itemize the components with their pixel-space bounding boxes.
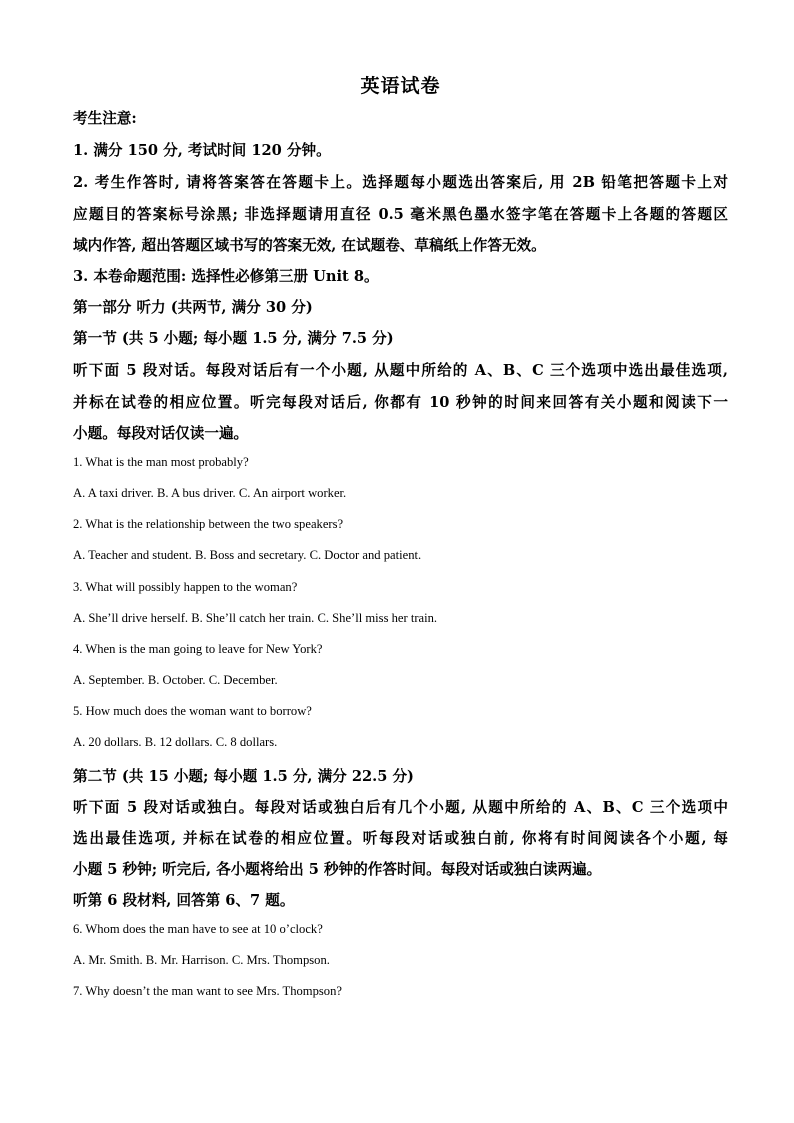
question-3-options: A. She’ll drive herself. B. She’ll catch her train. C. She’ll miss her train. [73, 611, 438, 625]
section2-instructions-3: 小题 5 秒钟; 听完后, 各小题将给出 5 秒钟的作答时间。每段对话或独白读两遍。 [73, 861, 602, 878]
question-5-options: A. 20 dollars. B. 12 dollars. C. 8 dollars. [73, 735, 278, 749]
part1-heading: 第一部分 听力 (共两节, 满分 30 分) [73, 299, 313, 316]
notice-1: 1. 满分 150 分, 考试时间 120 分钟。 [73, 142, 331, 159]
question-7: 7. Why doesn’t the man want to see Mrs. Thompson? [73, 984, 342, 998]
section2-instructions-2: 选出最佳选项, 并标在试卷的相应位置。听每段对话或独白前, 你将有时间阅读各个小题, 每 [73, 830, 728, 847]
notice-2-line-2: 应题目的答案标号涂黑; 非选择题请用直径 0.5 毫米黑色墨水签字笔在答题卡上各题的答题区 [73, 206, 728, 223]
notice-3: 3. 本卷命题范围: 选择性必修第三册 Unit 8。 [73, 268, 379, 285]
section1-heading: 第一节 (共 5 小题; 每小题 1.5 分, 满分 7.5 分) [73, 330, 394, 347]
section1-instructions-1: 听下面 5 段对话。每段对话后有一个小题, 从题中所给的 A、B、C 三个选项中选出最佳选项, [73, 362, 728, 379]
question-6: 6. Whom does the man have to see at 10 o’clock? [73, 922, 323, 936]
question-1-options: A. A taxi driver. B. A bus driver. C. An airport worker. [73, 486, 347, 500]
section1-instructions-2: 并标在试卷的相应位置。听完每段对话后, 你都有 10 秒钟的时间来回答有关小题和阅读下一 [73, 394, 728, 411]
page-title: 英语试卷 [360, 75, 441, 97]
section2-heading: 第二节 (共 15 小题; 每小题 1.5 分, 满分 22.5 分) [73, 768, 414, 785]
notice-heading: 考生注意: [73, 110, 137, 127]
question-2: 2. What is the relationship between the two speakers? [73, 517, 344, 531]
question-5: 5. How much does the woman want to borrow? [73, 704, 312, 718]
notice-2-line-1: 2. 考生作答时, 请将答案答在答题卡上。选择题每小题选出答案后, 用 2B 铅笔把答题卡上对 [73, 174, 728, 191]
question-3: 3. What will possibly happen to the woman? [73, 580, 298, 594]
question-6-options: A. Mr. Smith. B. Mr. Harrison. C. Mrs. Thompson. [73, 953, 330, 967]
question-4-options: A. September. B. October. C. December. [73, 673, 278, 687]
section1-instructions-3: 小题。每段对话仅读一遍。 [73, 425, 249, 442]
material-note: 听第 6 段材料, 回答第 6、7 题。 [73, 892, 295, 909]
notice-2-line-3: 域内作答, 超出答题区域书写的答案无效, 在试题卷、草稿纸上作答无效。 [73, 237, 546, 254]
question-4: 4. When is the man going to leave for New York? [73, 642, 323, 656]
section2-instructions-1: 听下面 5 段对话或独白。每段对话或独白后有几个小题, 从题中所给的 A、B、C 三个选项中 [73, 799, 728, 816]
question-2-options: A. Teacher and student. B. Boss and secretary. C. Doctor and patient. [73, 548, 422, 562]
question-1: 1. What is the man most probably? [73, 455, 249, 469]
